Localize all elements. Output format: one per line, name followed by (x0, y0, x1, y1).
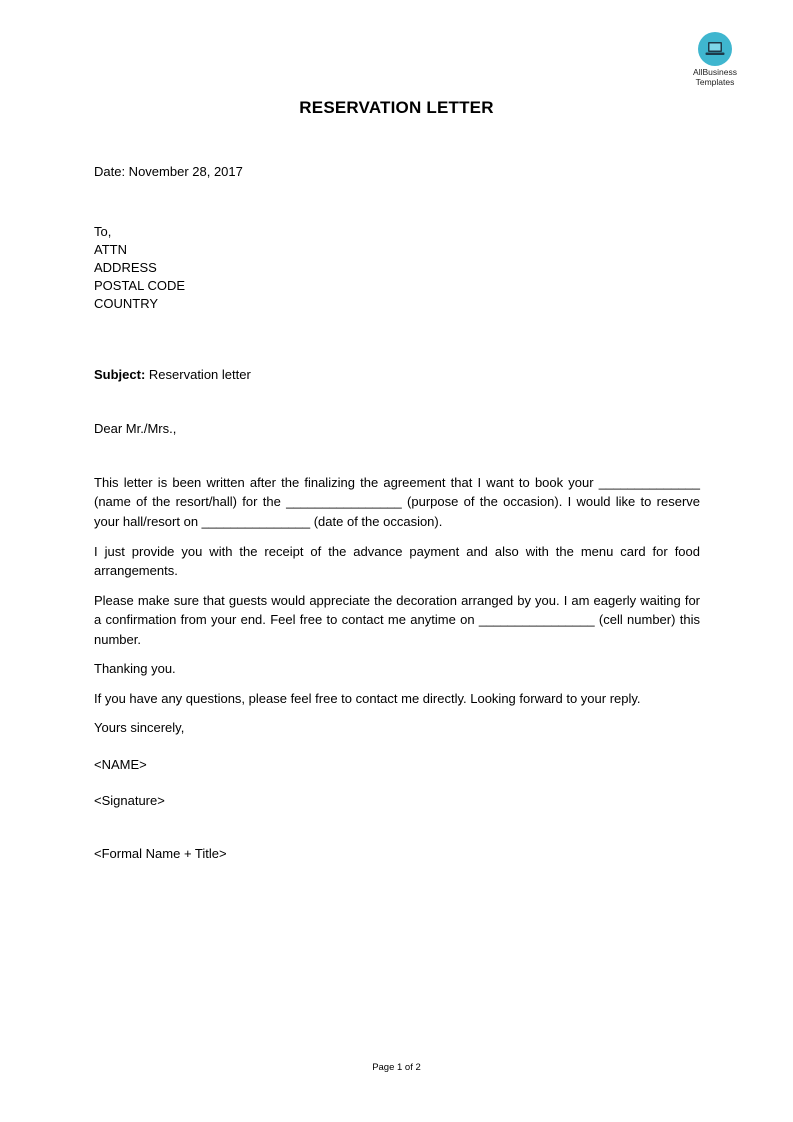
recipient-attn: ATTN (94, 242, 127, 257)
allbusiness-logo (680, 32, 750, 87)
recipient-country: COUNTRY (94, 296, 159, 311)
document-title: RESERVATION LETTER (299, 98, 494, 117)
salutation: Dear Mr./Mrs., (94, 421, 177, 436)
page-number: Page 1 of 2 (372, 1062, 421, 1073)
body-paragraph-3: Please make sure that guests would appreciate the decoration arranged by you. I am eagerly waiting for a confirmation from your end. Feel free to contact me anytime on ________________ (cell number) this number. (94, 593, 700, 647)
body-paragraph-4: Thanking you. (94, 661, 176, 676)
logo-text-line2: Templates (695, 76, 735, 87)
laptop-icon (698, 32, 732, 66)
logo-text (680, 68, 750, 87)
signature-placeholder: <Signature> (94, 793, 165, 808)
subject-label: Subject: (94, 367, 146, 382)
closing: Yours sincerely, (94, 720, 185, 735)
subject-text: Reservation letter (145, 367, 251, 382)
recipient-address: ADDRESS (94, 260, 157, 275)
body-paragraph-5: If you have any questions, please feel free to contact me directly. Looking forward to your reply. (94, 691, 641, 706)
formal-name-placeholder: <Formal Name + Title> (94, 846, 227, 861)
recipient-postal-code: POSTAL CODE (94, 278, 186, 293)
subject-line (94, 366, 251, 384)
body-paragraph-1: This letter is been written after the finalizing the agreement that I want to book your ______________ (name of the resort/hall) for the ________________ (purpose of the occasion). I would like to reserve your hall/resort on _______________ (date of the occasion). (94, 475, 700, 529)
body-paragraph-2: I just provide you with the receipt of the advance payment and also with the menu card for food arrangements. (94, 544, 700, 579)
date-line: Date: November 28, 2017 (94, 164, 243, 179)
logo-text-line1: AllBusiness (693, 67, 737, 77)
recipient-to: To, (94, 224, 112, 239)
name-placeholder: <NAME> (94, 757, 147, 772)
